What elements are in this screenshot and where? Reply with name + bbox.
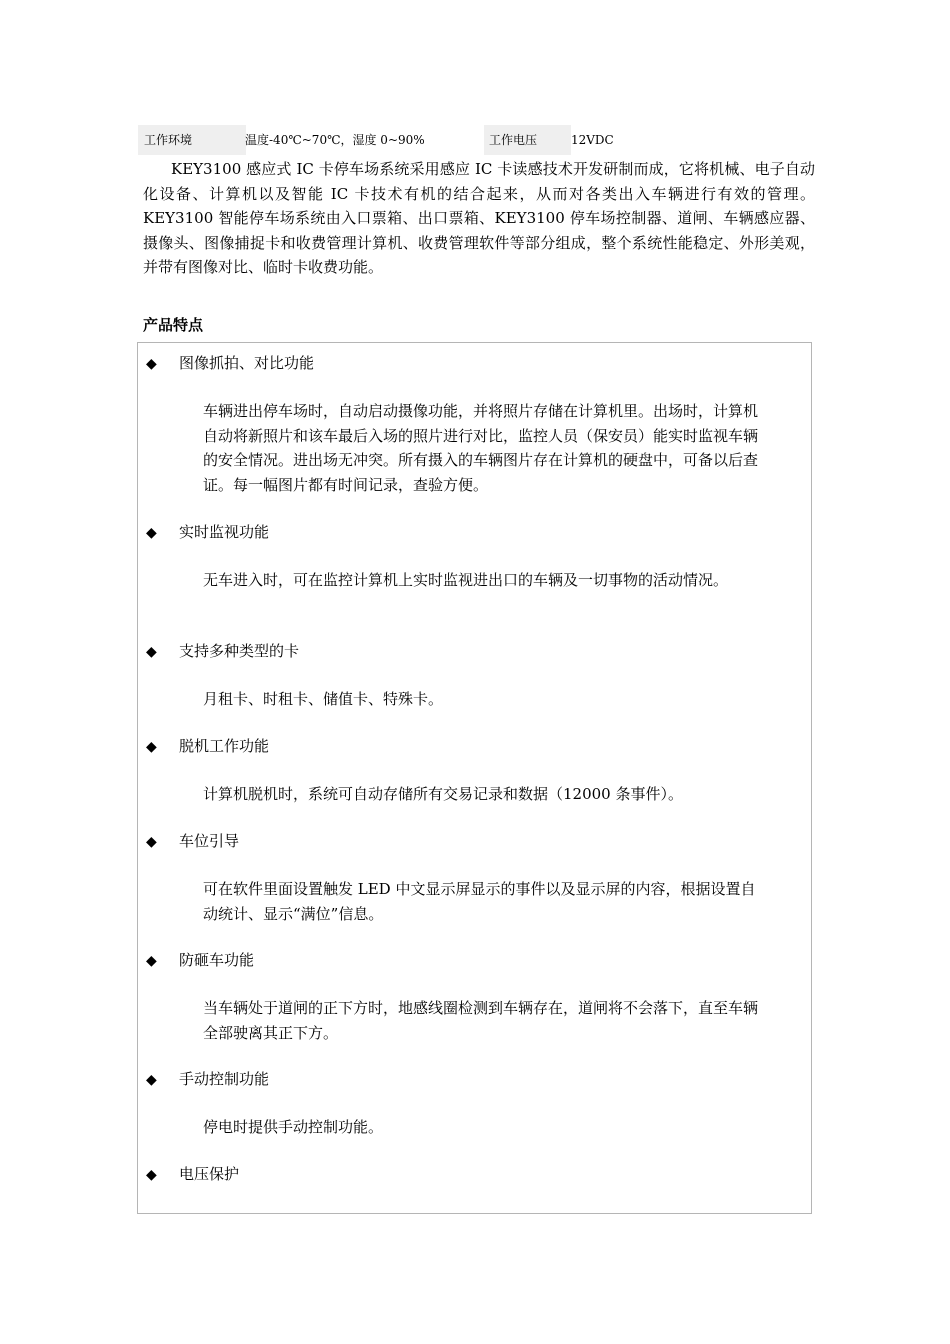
diamond-bullet-icon: ◆ [146, 739, 157, 755]
diamond-bullet-icon: ◆ [146, 644, 157, 660]
voltage-label: 工作电压 [484, 125, 571, 155]
feature-desc: 计算机脱机时，系统可自动存储所有交易记录和数据（12000 条事件）。 [203, 785, 683, 803]
feature-desc: 月租卡、时租卡、储值卡、特殊卡。 [203, 690, 444, 708]
intro-text: KEY3100 感应式 IC 卡停车场系统采用感应 IC 卡读感技术开发研制而成，它将机械、电子自动化设备、计算机以及智能 IC 卡技术有机的结合起来，从而对各类出入车辆进行有效的管理。KEY3100 智能停车场系统由入口票箱、出口票箱、KEY3100 停车场控制器、道闸、车辆感应器、摄像头、图像捕捉卡和收费管理计算机、收费管理软件等部分组成，整个系统性能稳定、外形美观，并带有图像对比、临时卡收费功能。 [143, 160, 815, 276]
env-label: 工作环境 [138, 125, 246, 155]
feature-desc: 无车进入时，可在监控计算机上实时监视进出口的车辆及一切事物的活动情况。 [203, 571, 729, 589]
spec-table [138, 125, 818, 155]
diamond-bullet-icon: ◆ [146, 1072, 157, 1088]
diamond-bullet-icon: ◆ [146, 356, 157, 372]
feature-title: 手动控制功能 [179, 1070, 270, 1088]
feature-title: 电压保护 [179, 1165, 240, 1183]
feature-title: 脱机工作功能 [179, 737, 270, 755]
feature-title: 实时监视功能 [179, 523, 270, 541]
feature-desc: 可在软件里面设置触发 LED 中文显示屏显示的事件以及显示屏的内容，根据设置自动统计、显示“满位”信息。 [203, 880, 756, 923]
intro-paragraph [143, 157, 815, 280]
feature-desc: 车辆进出停车场时，自动启动摄像功能，并将照片存储在计算机里。出场时，计算机自动将新照片和该车最后入场的照片进行对比，监控人员（保安员）能实时监视车辆的安全情况。进出场无冲突。所有摄入的车辆图片存在计算机的硬盘中，可备以后查证。每一幅图片都有时间记录，查验方便。 [203, 402, 759, 494]
env-value: 温度-40℃~70℃，湿度 0~90% [245, 133, 425, 147]
diamond-bullet-icon: ◆ [146, 953, 157, 969]
section-title: 产品特点 [143, 316, 204, 334]
feature-title: 支持多种类型的卡 [179, 642, 300, 660]
feature-list [137, 342, 812, 1214]
feature-title: 防砸车功能 [179, 951, 255, 969]
feature-title: 车位引导 [179, 832, 240, 850]
diamond-bullet-icon: ◆ [146, 1167, 157, 1183]
feature-title: 图像抓拍、对比功能 [179, 354, 315, 372]
diamond-bullet-icon: ◆ [146, 834, 157, 850]
diamond-bullet-icon: ◆ [146, 525, 157, 541]
feature-desc: 停电时提供手动控制功能。 [203, 1118, 384, 1136]
feature-desc: 当车辆处于道闸的正下方时，地感线圈检测到车辆存在，道闸将不会落下，直至车辆全部驶离其正下方。 [203, 999, 759, 1042]
voltage-value: 12VDC [571, 133, 614, 147]
